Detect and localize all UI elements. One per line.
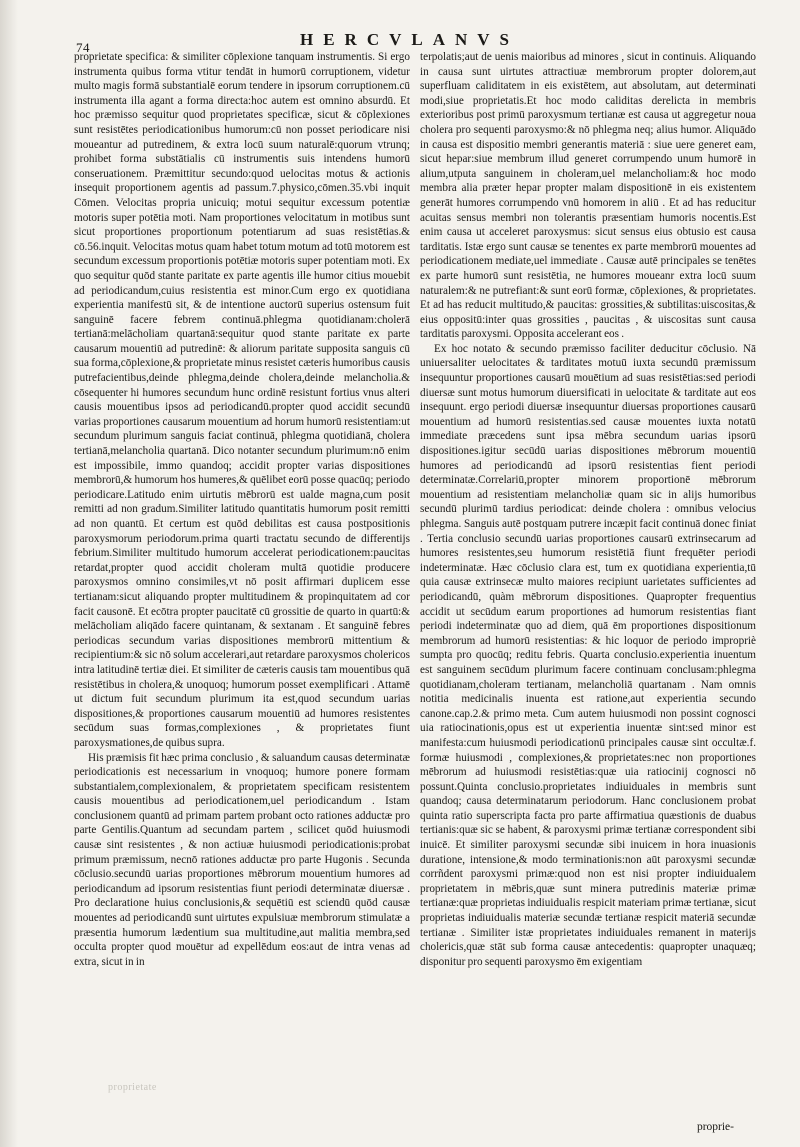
gutter-shadow: [0, 0, 18, 1147]
bleed-through-text: proprietate: [108, 1082, 157, 1093]
paragraph: proprietate specifica: & similiter cōplexione tanquam instrumentis. Si ergo instrumenta quibus forma vtitur tendāt in humorū corruptionem, videtur multo magis formā substantialē eorum tendere in ipsorum corruptionem.cū instrumenta illa agant a forma directa:hoc autem est omnino absurdū. Et hoc præmisso sequitur quod proprietates specificæ, sicut & cōplexiones sunt resistētes periodicationibus humorum:cū non posset periodicare nisi moueantur ad putredinem, & extra locū suum naturalē:quorum vtrunq; prohibet forma substātialis cū instrumentis suis intendens humorū conseruationem. Præmittitur secundo:quod uelocitas motus & actionis insequit proportionem agentis ad passum.7.physico,cōmen.35.vbi inquit Cōmen. Velocitas propria unicuiq; motui sequitur excessum potentiæ motoris super potētia moti. Nam proportiones velocitatum in motibus sunt sicut proportiones proportionum potentiarum ad suas resistētias.& cō.56.inquit. Velocitas motus quam habet totum motum ad totū motorem est secundum excessum proportionis potētiæ motoris super potentiam moti. Ex quo sequitur quōd stante paritate ex parte agentis ille humor citius mouebit ad periodicandum,cuius resistentia est minor.Cum ergo ex quotidiana experientia manifestū sit, & de intentione auctorū superius ostensum fuit sanguinē facere febrem continuā.phlegma quotidianam:cholerā tertianā:melācholiam quartanā:sequitur quod stante paritate ex parte causarum mouentiū ad putredinē: & aliorum paritate supposita sanguis cū sua forma,cōplexione,& proprietate minus resistet cæteris humoribus causis putrefacientibus,deinde phlegma,deinde cholera,deinde melancholia.& cōsequenter hi humores secundum hunc ordinē resistunt fortius vnus alteri causis mouentibus ipsos ad periodicandū.propter quod accidit secundū varias proportiones causarum mouentium ad horum humorū resistentiam:ut secundum plurimum sanguis faciat continuā, phlegma quotidianā, cholera tertianā,melancholia quartanā. Dico notanter secundum plurimum:nō enim est impossibile, immo quandoq; accidit propter varias dispositiones membrorū,& humorum hos humeres,& quēlibet eorū posse quacūq; periodo periodicare.Latitudo enim uirtutis mēbrorū est ualde magna,cum posit remitti ad non gradum.Similiter latitudo quantitatis humorum posit remitti ad non quantū. Et certum est quōd debilitas est causa postpositionis paroxysmorum periodorum.prima quarti tractatu secundo de differentijs febrium.Similiter multitudo humorum accelerat periodicationem:paucitas retardat,propter quod accidit choleram multā quotidie producere paroxysmos omnino consimiles,vt nō posit affirmari duplicem esse tertianam:sicut aliquando propter multitudinem & propinquitatem ad cor facit causonē. Et ecōtra propter paucitatē cū grossitie de quarto in quartū:& melācholiam aliqādo facere quintanam, & sextanam . Et sanguinē febres periodicas secundum varias dispositiones membrorū mittentium & recipientium:& sic nō solum accelerari,aut retardare paroxysmos cholericos intra latitudinē tertiæ diei. Et similiter de cæteris causis tam mouentibus quā resistētibus in cholera,& unoquoq; humorum posset exemplificari . Attamē ut dictum fuit secundum plurimum ita est,quod secundum uarias dispositiones,& proportiones causarum mouentiū ad humores resistentes secūdum suas formas,complexiones , & proprietates fiunt paroxysmationes,de quibus supra.: [74, 51, 410, 749]
paragraph: His præmisis fit hæc prima conclusio , & saluandum causas determinatæ periodicationis est necessarium in vnoquoq; humore ponere formam substantialem,complexionalem, & proprietatem specificam resistentem causis mouentibus ad periodicationem,uel periodicandum . Istam conclusionem quantū ad primam partem probant octo rationes adductæ pro parte Gentilis.Quantum ad secundam partem , scilicet quōd huiusmodi causæ sint resistentes , & non actiuæ huiusmodi periodicationis:probat primum præmissum, necnō rationes adductæ pro parte Hugonis . Secunda cōclusio.secundū uarias proportiones mēbrorum mouentium humores ad periodicandum ad ipsorum resistentias fiunt periodi determinatæ diuersæ . Pro declaratione huius conclusionis,& sequētiū est sciendū quōd causæ mouentes ad periodicandū sunt uirtutes expulsiuæ membrorum stimulatæ a præsentia humorum lædentium sua multitudine,aut malitia membra,sed occulta propter quod mouētur ad expellēdum eos:aut de intra venas ad extra, sicut in in: [74, 751, 410, 968]
running-head: HERCVLANVS: [300, 30, 520, 49]
paragraph: terpolatis;aut de uenis maioribus ad minores , sicut in continuis. Aliquando in causa sunt uirtutes attractiuæ membrorum propter dolorem,aut superfluam caliditatem in eis existētem, aut absolutam, aut determinati modi,siue proprietatis.Et hoc modo caliditas derelicta in membris exterioribus post primū paroxysmum tertianæ est causa ut aggregetur noua cholera pro sequenti paroxysmo:& nō phlegma neq; alius humor. Aliquādo in causa est dispositio membri generantis materiā : siue uere generet eam, sicut hepar:siue membrum illud generet corrumpendo unum humorē in alium,utputa sanguinem in choleram,uel melancholiam:& hoc modo membra alia præter hepar propter malam dispositionē in eis existentem generāt humores corrumpendo vnū homorem in aliū . Et ad has reducitur acuitas sensus membri non tolerantis præsentiam humoris nocentis.Est enim causa ut acceleret paroxysmus: sicut sensus eius obtusio est causa tarditatis. Istæ ergo sunt causæ se tenentes ex parte membrorū mouentes ad periodicationem mediate,uel immediate . Causæ autē principales se tenētes ex parte humorū sunt resistētia, ne humores moueanr extra locū suum naturalem:& ne putrefiant:& sunt eorū formæ, cōplexiones, & proprietates. Et ad has reducit multitudo,& paucitas: grossities,& subtilitas:uiscositas,& eius oppositū:inter quas grossities , paucitas , & uiscositas sunt causa tarditatis paroxysmi. Opposita accelerant eos .: [420, 51, 756, 341]
right-text-column: [420, 50, 756, 969]
page-number: 74: [76, 40, 90, 55]
page-header: [0, 30, 800, 55]
left-text-column: [74, 50, 410, 969]
catchword: proprie-: [696, 1121, 734, 1133]
paragraph: Ex hoc notato & secundo præmisso faciliter deducitur cōclusio. Nā uniuersaliter uelocitates & tarditates motuū iuxta secundū præmissum insequuntur proportiones causarū mouētium ad suas resistētias:sed periodi diuersæ sunt motus humorum diuersificati in uelocitate & tarditate aut eos insequunt. ergo periodi diuersæ insequuntur diuersas proportiones causarū mouentium ad humorū resistentias.sed causæ mouentes iuxta notatū immediate præcedens sunt ipsa mēbra secundum uarias ipsorū dispositiones.igitur secūdū uarias dispositiones mēbrorum mouentiū humores ad periodicandū ad ipsorū resistentias fient periodi determinatæ.Correlariū,propter minorem proportionē mēbrorum mouentium ad resistentiam melancholiæ quam sic in alijs humoribus secundū plurimū tardius periodicat: deinde cholera : omnibus velocius phlegma. Sanguis autē postquam putrere incæpit facit continuā donec finiat . Tertia conclusio secundū uarias proportiones causarū extrinsecarum ad humores resistentes,seu humorum resistētiā fiunt frequēter periodi indeterminatæ. Hæc cōclusio clara est, tum ex quotidiana experientia,tū quia causæ extrinsecæ multo maiores recipiunt uarietates sufficientes ad periodicandū, quàm mēbrorum dispositiones. Quapropter frequentius accidit ut secūdum earum proportiones ad humorum resistentias fiant periodi indeterminatæ quo ad diem, quā ēm proportiones dispositionum membrorum ad humorū resistentias: & hic loquor de periodo impropriè sumpta pro quocūq; reditu febris. Quarta conclusio.experientia inuentum est sanguinem secūdum plurimum facere continuam conclusam:phlegma quotidianam,choleram tertianam, melancholiā quartanam . Nam omnis notitia medicinalis inuenta est ratione,aut experientia secundo canone.cap.2.& primo meta. Cum autem huiusmodi non possint cognosci uia ratiocinationis,opus est ut experientia inuentæ sint:sed minor est manifesta:cum huiusmodi periodicationū principales causæ sint occultæ.f. formæ huiusmodi , complexiones,& proprietates:nec non proportiones mēbrorum ad huiusmodi resistētias:quæ uia ratiocinij cognosci nō possunt.Quinta conclusio.proprietates indiuiduales in membris sunt quandoq; causa determinatarum periodorum. Hanc conclusionem probat quinta ratio superscripta facta pro parte affirmatiua quæstionis de duabus tertianis:quæ sic se habent, & paroxysmi primæ tertianæ correspondent sibi inuicē. Et similiter paroxysmi secundæ sibi inuicem in hora inuasionis duratione, intensione,& modo terminationis:non aūt paroxysmi secundæ corrñdent paroxysmi primæ:quod non est nisi propter indiuidualem proprietatem in mēbris,quæ sunt minera putredinis materiæ primæ tertianæ:quæ proprietas indiuidualis respicit materiam primæ tertianæ, sicut proprietas indiuidualis materiæ secundæ tertianæ respicit materiā secundæ tertianæ . Similiter istæ proprietates indiuiduales remanent in materijs cholericis,quæ stāt sub forma causæ antecedentis: quapropter unaquæq; disponitur pro sequenti paroxysmo ēm exigentiam: [420, 342, 756, 968]
